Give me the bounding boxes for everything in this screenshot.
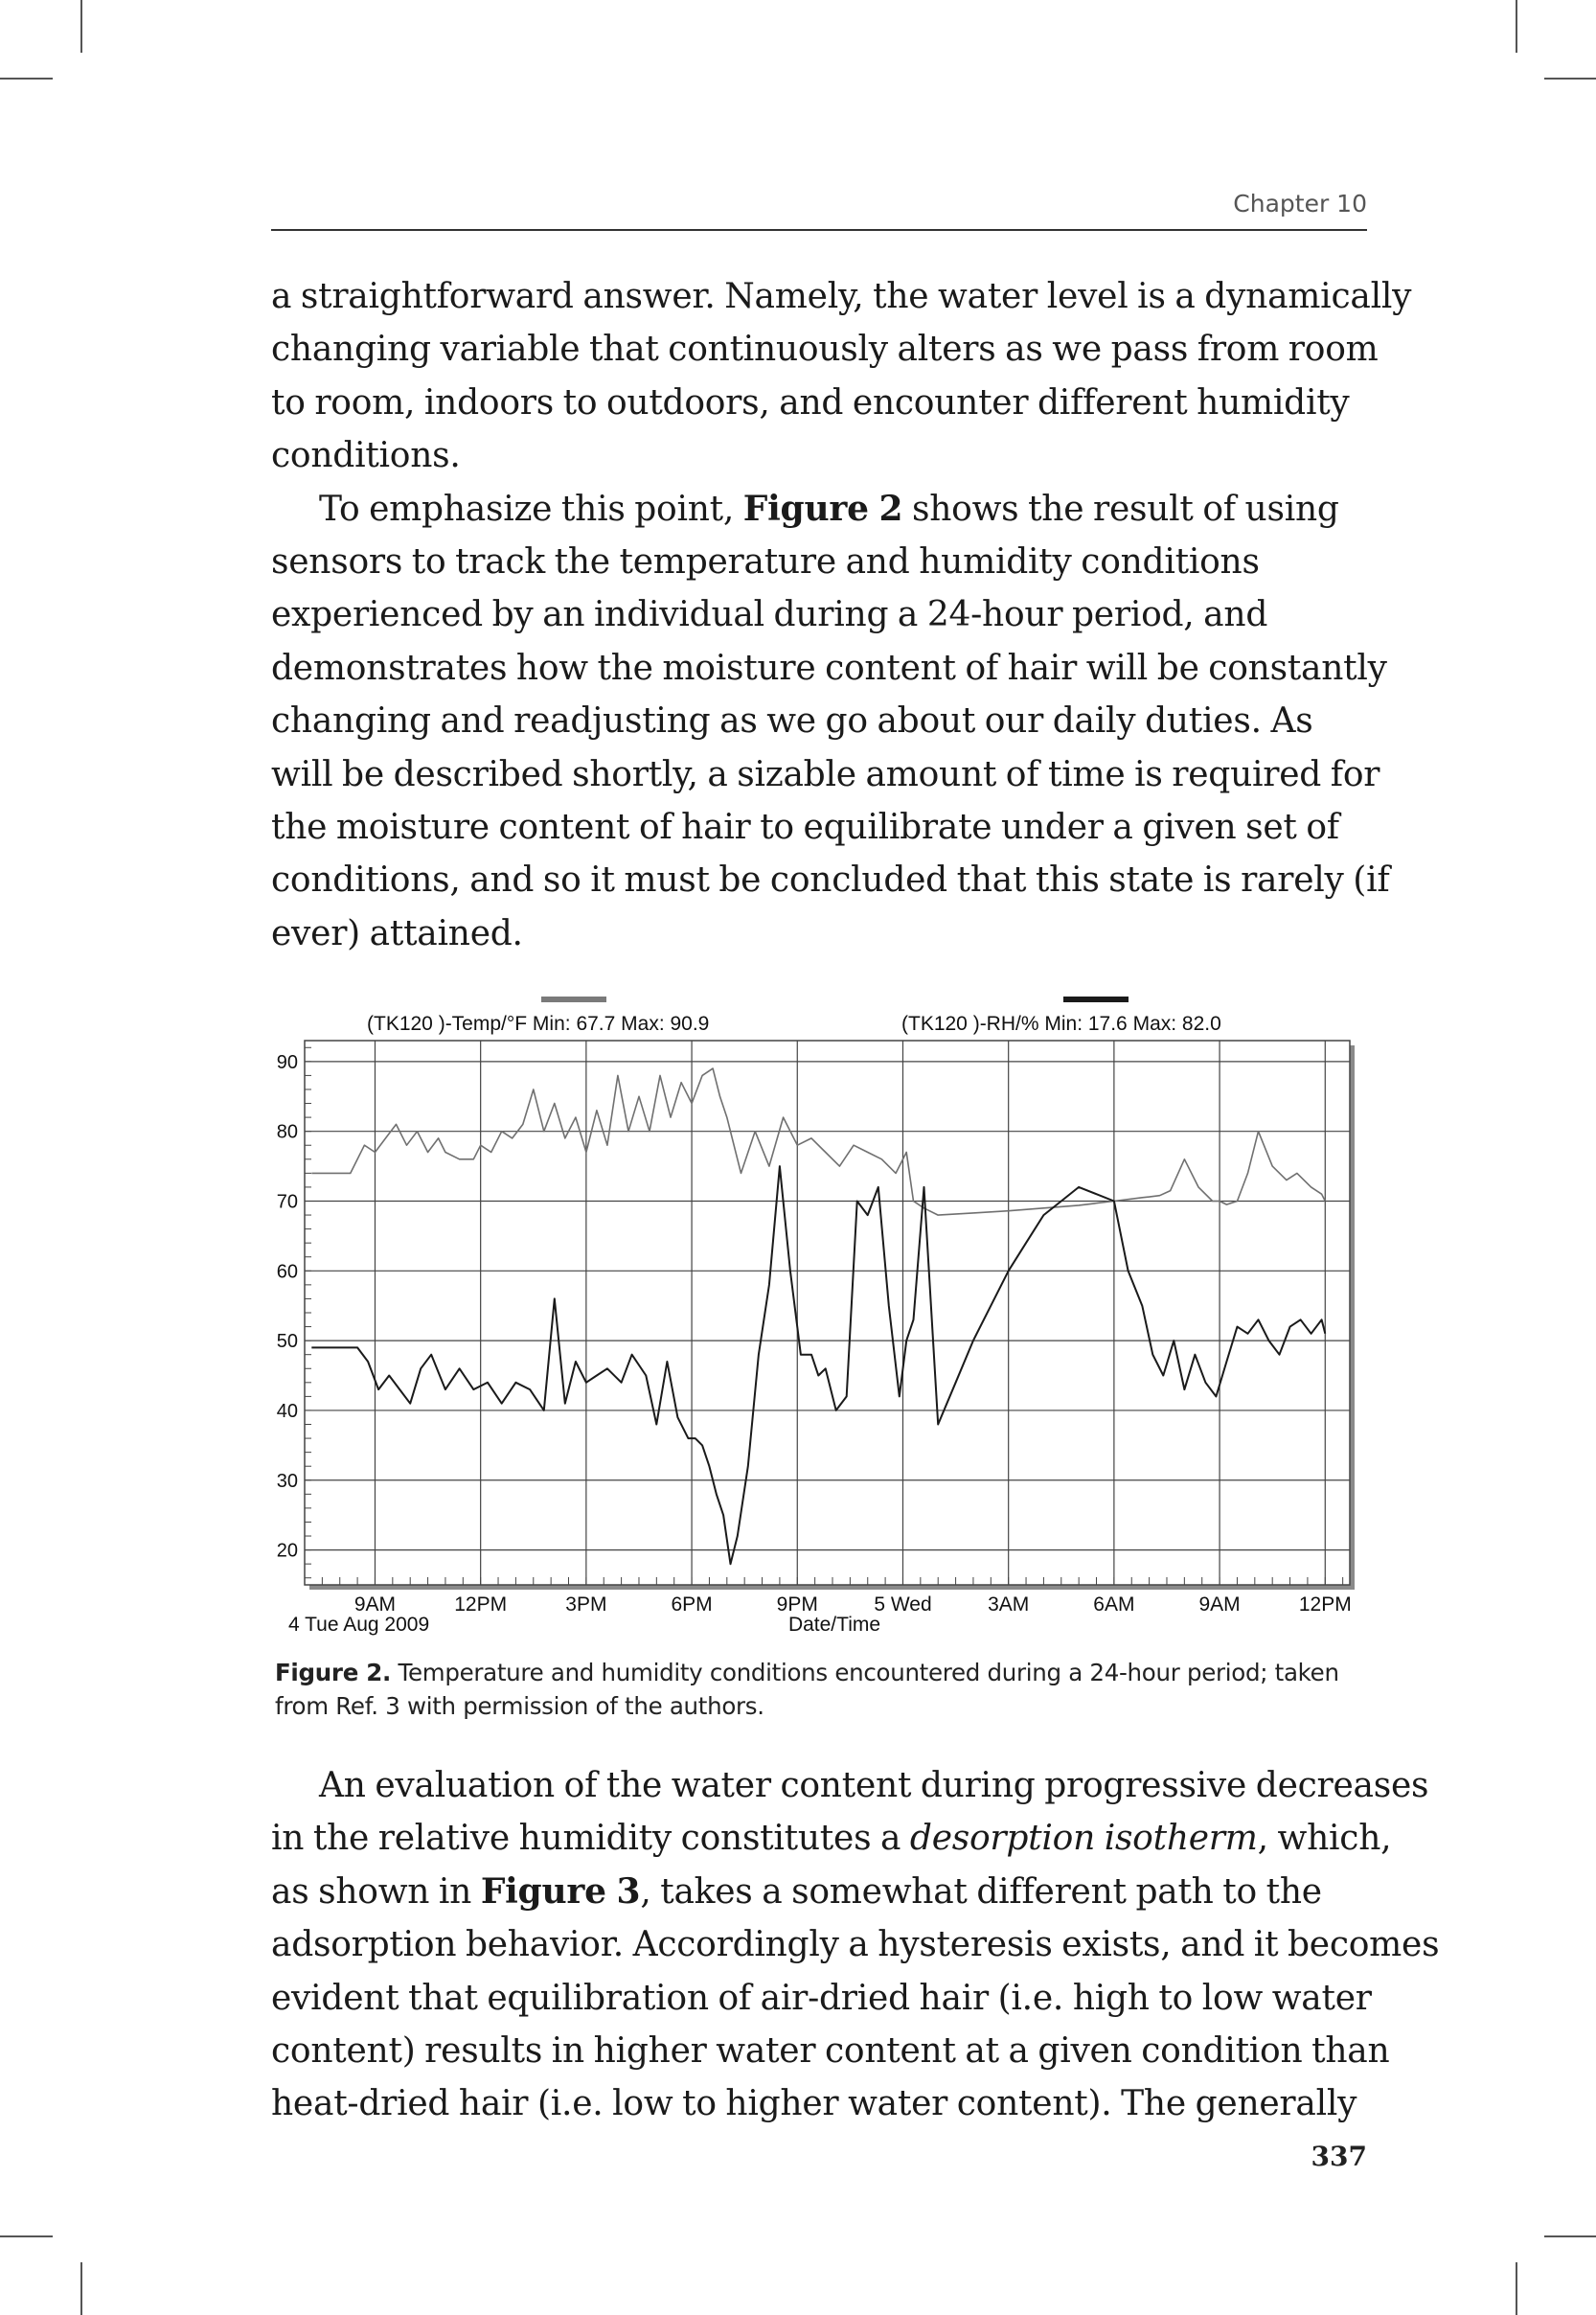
page-number: 337 <box>1311 2141 1367 2172</box>
crop-mark <box>1544 78 1596 80</box>
text-run: shows the result of using <box>902 489 1339 529</box>
text-run: To emphasize this point, <box>319 489 743 529</box>
text-line: An evaluation of the water content during progressive decreases <box>319 1766 1429 1805</box>
text-run: in the relative humidity constitutes a <box>271 1819 910 1859</box>
caption-text: Temperature and humidity conditions encountered during a 24-hour period; taken <box>391 1659 1339 1686</box>
y-tick-label: 80 <box>276 1121 298 1143</box>
text-line: changing variable that continuously alters as we pass from room <box>271 330 1379 370</box>
text-line: adsorption behavior. Accordingly a hysteresis exists, and it becomes <box>271 1925 1440 1965</box>
x-tick-label: 12PM <box>454 1593 508 1616</box>
text-line: experienced by an individual during a 24-hour period, and <box>271 595 1268 635</box>
figure-caption <box>275 1656 1367 1723</box>
text-line: demonstrates how the moisture content of hair will be constantly <box>271 648 1387 688</box>
x-tick-label: 3PM <box>565 1593 607 1616</box>
text-line <box>271 483 1367 536</box>
figure-2 <box>271 992 1367 1643</box>
text-line: sensors to track the temperature and humidity conditions <box>271 542 1260 582</box>
legend-temp-label: (TK120 )-Temp/°F Min: 67.7 Max: 90.9 <box>367 1013 710 1035</box>
y-tick-label: 60 <box>276 1261 298 1283</box>
x-tick-label: 3AM <box>988 1593 1030 1616</box>
x-tick-label: 6AM <box>1093 1593 1135 1616</box>
paragraph-2 <box>271 483 1390 961</box>
y-tick-label: 90 <box>276 1051 298 1073</box>
y-tick-label: 70 <box>276 1191 298 1213</box>
text-line <box>271 1866 1367 1918</box>
text-line: ever) attained. <box>271 913 523 953</box>
x-tick-label: 5 Wed <box>874 1593 932 1616</box>
caption-label: Figure 2. <box>275 1659 391 1686</box>
crop-mark <box>1516 2262 1517 2315</box>
x-tick-label: 9AM <box>353 1593 397 1616</box>
y-tick-label: 20 <box>276 1540 298 1562</box>
legend-swatch-temp <box>541 997 606 1002</box>
x-tick-label: 9AM <box>1198 1593 1241 1616</box>
text-line <box>271 1812 1392 1865</box>
text-line: the moisture content of hair to equilibrate under a given set of <box>271 808 1339 848</box>
text-line: heat-dried hair (i.e. low to higher water content). The generally <box>271 2084 1357 2124</box>
text-line: to room, indoors to outdoors, and encounter different humidity <box>271 382 1350 423</box>
legend-swatch-rh <box>1063 997 1129 1002</box>
text-line: will be described shortly, a sizable amount of time is required for <box>271 754 1380 794</box>
text-run: , which, <box>1257 1819 1392 1859</box>
header-rule <box>271 229 1367 231</box>
italic-term: desorption isotherm <box>909 1819 1258 1859</box>
text-line: evident that equilibration of air-dried hair (i.e. high to low water <box>271 1978 1372 2018</box>
x-axis-title: Date/Time <box>787 1614 881 1636</box>
crop-mark <box>1544 2235 1596 2237</box>
x-tick-label: 6PM <box>671 1593 713 1616</box>
legend-rh-label: (TK120 )-RH/% Min: 17.6 Max: 82.0 <box>901 1013 1221 1035</box>
text-line: changing and readjusting as we go about our daily duties. As <box>271 701 1313 742</box>
y-tick-label: 40 <box>276 1400 298 1422</box>
y-tick-label: 30 <box>276 1470 298 1492</box>
y-tick-label: 50 <box>276 1331 298 1353</box>
crop-mark <box>1516 0 1517 53</box>
paragraph-3 <box>271 1759 1440 2131</box>
crop-mark <box>0 78 53 80</box>
crop-mark <box>80 2262 82 2315</box>
caption-text-line2: from Ref. 3 with permission of the authors. <box>275 1692 764 1720</box>
paragraph-1 <box>271 270 1412 483</box>
figure-reference: Figure 2 <box>742 488 903 529</box>
text-run: , takes a somewhat different path to the <box>640 1871 1322 1912</box>
running-header: Chapter 10 <box>1233 190 1367 218</box>
crop-mark <box>0 2235 53 2237</box>
figure-reference: Figure 3 <box>480 1870 641 1912</box>
x-tick-label: 12PM <box>1298 1593 1352 1616</box>
text-line: content) results in higher water content at a given condition than <box>271 2031 1390 2072</box>
text-line: a straightforward answer. Namely, the water level is a dynamically <box>271 277 1412 316</box>
x-axis-start-label: 4 Tue Aug 2009 <box>288 1614 430 1636</box>
plot-area <box>305 1041 1350 1585</box>
text-line: conditions. <box>271 436 461 476</box>
temperature-humidity-chart <box>271 992 1367 1643</box>
text-line: conditions, and so it must be concluded that this state is rarely (if <box>271 860 1390 901</box>
crop-mark <box>80 0 82 53</box>
text-run: as shown in <box>271 1871 481 1912</box>
x-tick-label: 9PM <box>776 1593 818 1616</box>
